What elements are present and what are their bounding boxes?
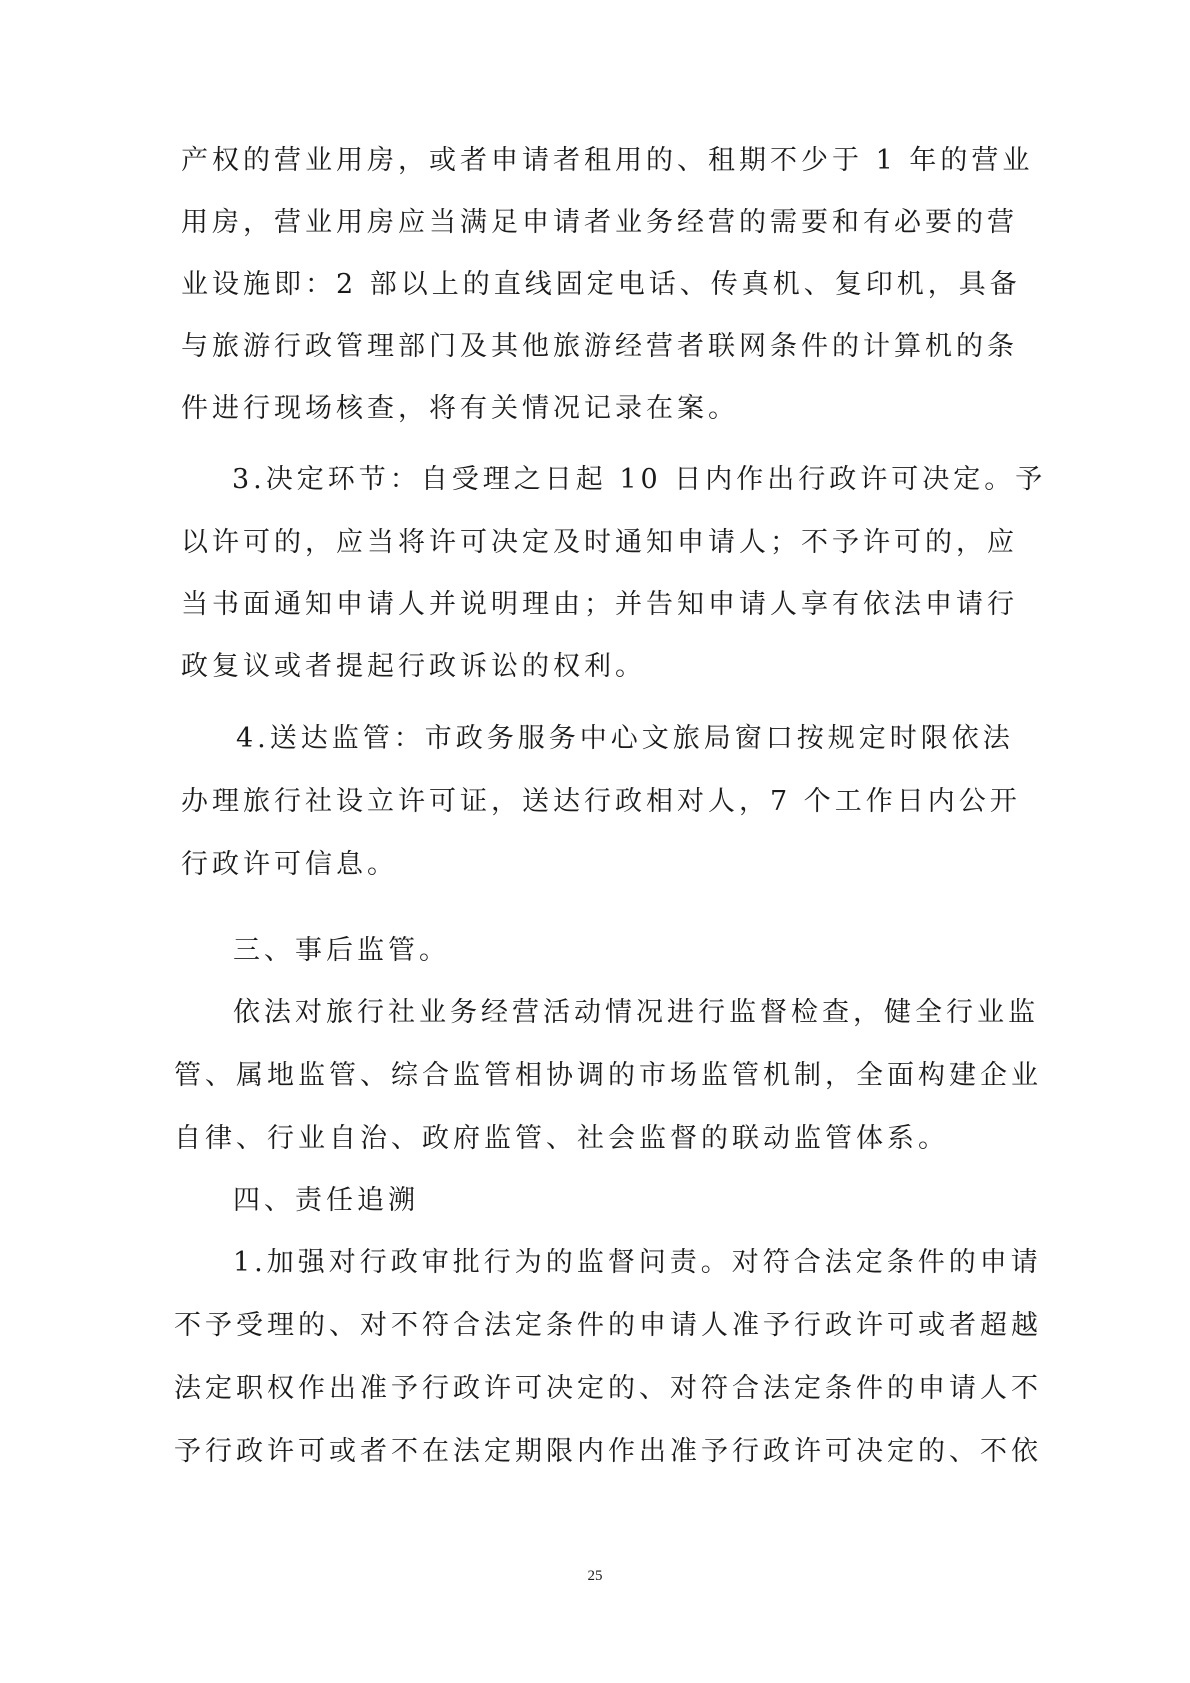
section-heading: 四、责任追溯	[233, 1185, 419, 1216]
text-line: 4.送达监管：市政务服务中心文旅局窗口按规定时限依法	[236, 723, 1014, 754]
text-line: 3.决定环节：自受理之日起 10 日内作出行政许可决定。予	[232, 464, 1047, 495]
text-line: 不予受理的、对不符合法定条件的申请人准予行政许可或者超越	[174, 1310, 1042, 1341]
text-line: 当书面通知申请人并说明理由；并告知申请人享有依法申请行	[181, 589, 1018, 620]
text-line: 自律、行业自治、政府监管、社会监督的联动监管体系。	[174, 1123, 949, 1154]
text-line: 政复议或者提起行政诉讼的权利。	[181, 651, 646, 682]
text-line: 业设施即：2 部以上的直线固定电话、传真机、复印机，具备	[181, 269, 1021, 300]
section-heading: 三、事后监管。	[233, 935, 450, 966]
text-line: 产权的营业用房，或者申请者租用的、租期不少于 1 年的营业	[181, 145, 1034, 176]
text-line: 用房，营业用房应当满足申请者业务经营的需要和有必要的营	[181, 207, 1018, 238]
text-line: 1.加强对行政审批行为的监督问责。对符合法定条件的申请	[233, 1247, 1042, 1278]
text-line: 予行政许可或者不在法定期限内作出准予行政许可决定的、不依	[174, 1436, 1042, 1467]
page-number: 25	[587, 1568, 603, 1584]
text-line: 办理旅行社设立许可证，送达行政相对人，7 个工作日内公开	[181, 786, 1021, 817]
text-line: 行政许可信息。	[181, 849, 398, 880]
text-line: 管、属地监管、综合监管相协调的市场监管机制，全面构建企业	[174, 1060, 1042, 1091]
text-line: 件进行现场核查，将有关情况记录在案。	[181, 393, 739, 424]
text-line: 依法对旅行社业务经营活动情况进行监督检查，健全行业监	[233, 997, 1039, 1028]
text-line: 以许可的，应当将许可决定及时通知申请人；不予许可的，应	[181, 527, 1018, 558]
text-line: 法定职权作出准予行政许可决定的、对符合法定条件的申请人不	[174, 1373, 1042, 1404]
text-line: 与旅游行政管理部门及其他旅游经营者联网条件的计算机的条	[181, 331, 1018, 362]
